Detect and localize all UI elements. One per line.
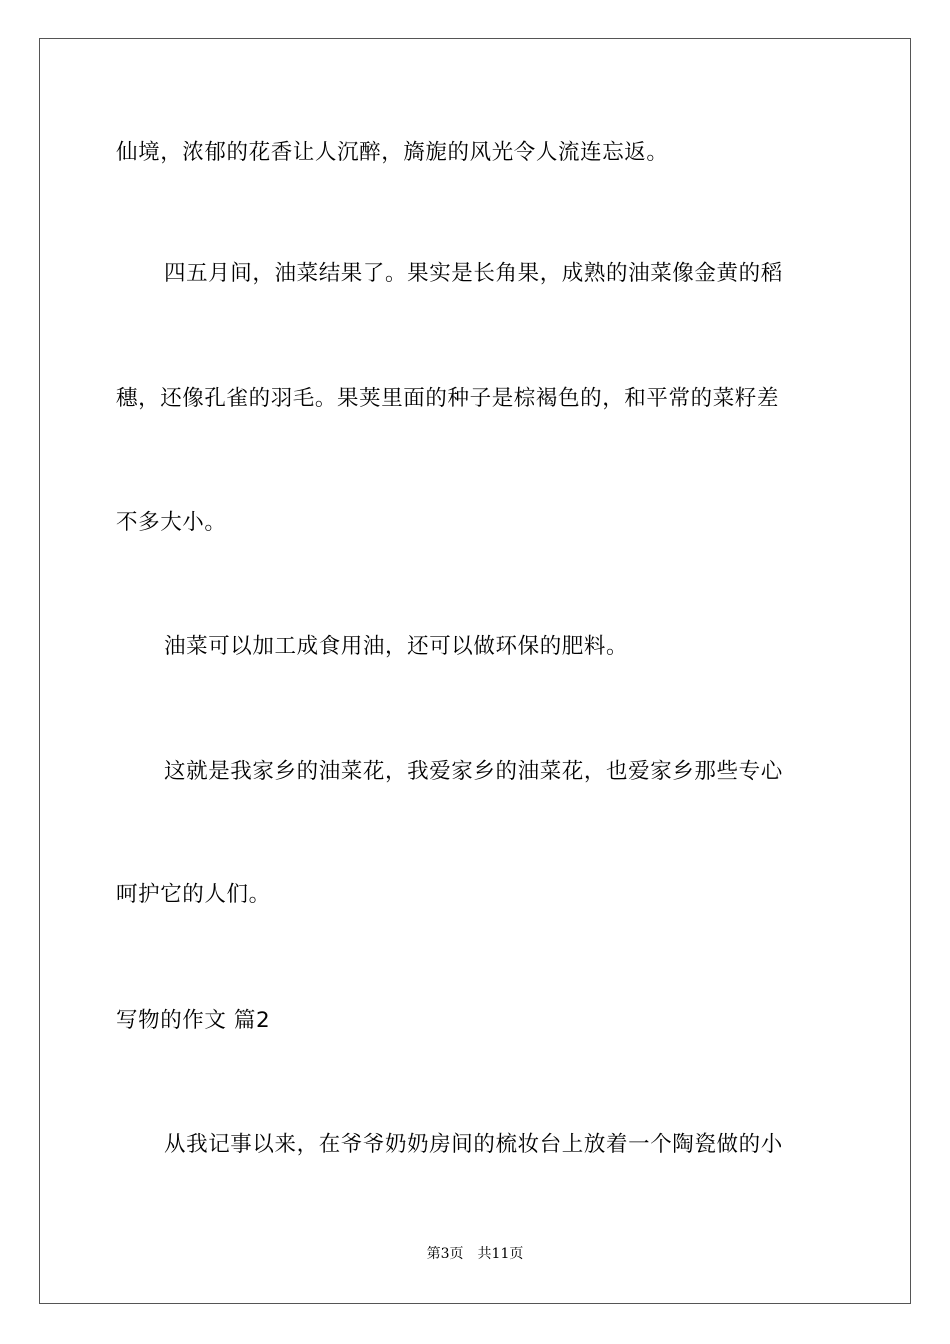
section-heading: 写物的作文 篇2 xyxy=(116,1008,271,1033)
paragraph-line: 四五月间，油菜结果了。果实是长角果，成熟的油菜像金黄的稻 xyxy=(164,261,783,286)
paragraph-line: 从我记事以来，在爷爷奶奶房间的梳妆台上放着一个陶瓷做的小 xyxy=(164,1132,783,1157)
total-pages: 共11页 xyxy=(477,1246,524,1262)
paragraph-line: 这就是我家乡的油菜花，我爱家乡的油菜花，也爱家乡那些专心 xyxy=(164,759,783,784)
page-footer xyxy=(0,1244,950,1264)
page-border xyxy=(39,38,911,1304)
paragraph-line: 仙境，浓郁的花香让人沉醉，旖旎的风光令人流连忘返。 xyxy=(116,140,669,165)
paragraph-line: 穗，还像孔雀的羽毛。果荚里面的种子是棕褐色的，和平常的菜籽差 xyxy=(116,386,780,411)
page-number: 第3页 xyxy=(426,1246,464,1262)
paragraph-line: 不多大小。 xyxy=(116,510,227,535)
paragraph-line: 呵护它的人们。 xyxy=(116,882,271,907)
paragraph-line: 油菜可以加工成食用油，还可以做环保的肥料。 xyxy=(164,634,629,659)
